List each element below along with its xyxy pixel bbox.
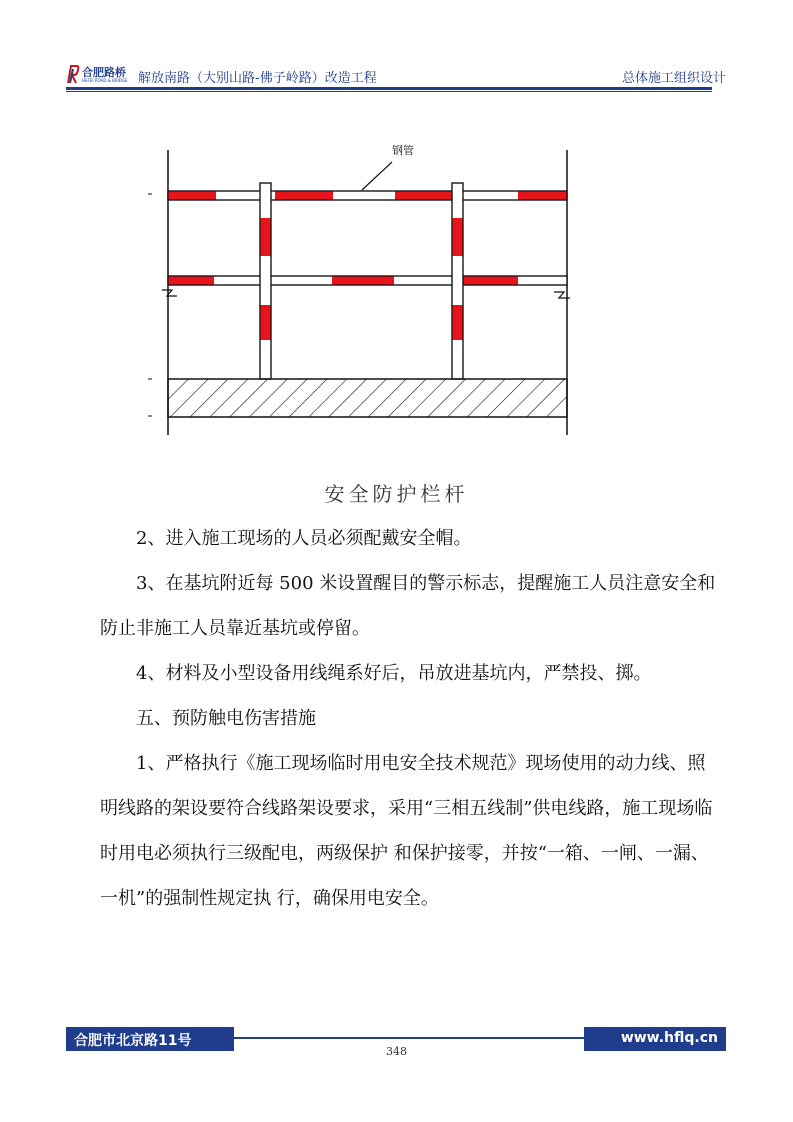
right-post	[452, 183, 463, 379]
top-rail	[168, 191, 567, 200]
left-post	[260, 183, 271, 379]
logo-icon	[66, 64, 80, 84]
company-website: www.hflq.cn	[620, 1030, 718, 1046]
body-text	[100, 516, 720, 921]
footer-divider	[234, 1037, 584, 1039]
page-number: 348	[386, 1045, 407, 1058]
paragraph: 2、进入施工现场的人员必须配戴安全帽。	[136, 528, 472, 549]
paragraph: 4、材料及小型设备用线绳系好后，吊放进基坑内，严禁投、掷。	[136, 663, 652, 684]
header-divider	[66, 87, 712, 90]
section-heading: 五、预防触电伤害措施	[136, 708, 316, 729]
document-title: 总体施工组织设计	[621, 71, 726, 86]
left-break-mark	[162, 290, 177, 296]
company-address: 合肥市北京路11号	[74, 1033, 192, 1049]
middle-rail	[168, 276, 567, 285]
figure-caption: 安全防护栏杆	[324, 482, 469, 506]
paragraph: 1、严格执行《施工现场临时用电安全技术规范》现场使用的动力线、照明线路的架设要符合线路架设要求，采用“三相五线制”供电线路，施工现场临时用电必须执行三级配电，两级保护 和保护接零，并按“一箱、一闸、一漏、一机”的强制性规定执 行，确保用电安全。	[100, 753, 713, 909]
guardrail-diagram	[140, 130, 590, 450]
company-logo	[66, 64, 136, 88]
ground-hatching	[168, 379, 567, 417]
header-divider-thin	[66, 91, 712, 92]
paragraph: 3、在基坑附近每 500 米设置醒目的警示标志，提醒施工人员注意安全和防止非施工人员靠近基坑或停留。	[100, 573, 716, 639]
logo-text: 合肥路桥	[82, 66, 126, 79]
project-title: 解放南路（大别山路-佛子岭路）改造工程	[138, 71, 377, 86]
pipe-label: 钢管	[392, 144, 414, 157]
logo-subtext: HEFEI ROAD & BRIDGE	[82, 78, 128, 83]
pipe-leader-line	[362, 162, 392, 190]
